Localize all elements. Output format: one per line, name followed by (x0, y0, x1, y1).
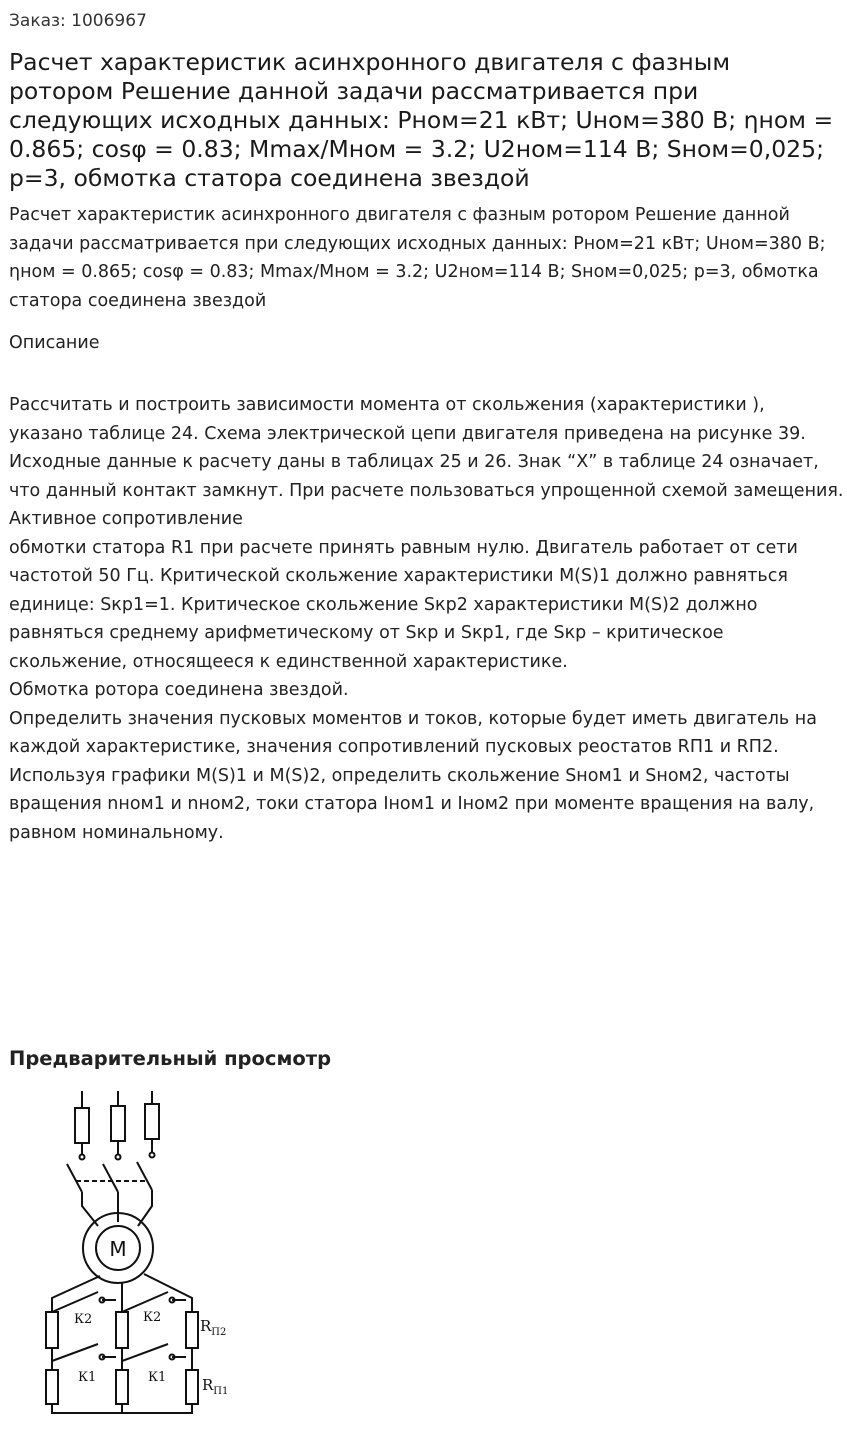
page-subtitle: Расчет характеристик асинхронного двигателя с фазным ротором Решение данной задачи рассматривается при следующих исходных данных: Рном=21 кВт; Uном=380 В; ηном = 0.865; cosφ = 0.83; Mmax/Mном = 3.2; U2ном=114 В; Sном=0,025; p=3, обмотка статора соединена звездой (9, 205, 826, 311)
description-paragraph: Определить значения пусковых моментов и токов, которые будет иметь двигатель на каждой характеристике, значения сопротивлений пусковых реостатов RП1 и RП2. (9, 708, 817, 757)
description-paragraph: Используя графики M(S)1 и M(S)2, определить скольжение Sном1 и Sном2, частоты вращения nном1 и nном2, токи статора Iном1 и Iном2 при моменте вращения на валу, равном номинальному. (9, 765, 815, 843)
fuse-1 (75, 1091, 89, 1160)
circuit-diagram (40, 1086, 240, 1418)
fuse-2 (111, 1091, 125, 1160)
k2-label: К2 (74, 1312, 93, 1327)
k1-label: К1 (78, 1370, 97, 1385)
description-paragraph: обмотки статора R1 при расчете принять равным нулю. Двигатель работает от сети частотой 50 Гц. Критической скольжение характеристики M(S)1 должно равняться единице: Sкр1=1. Критическое скольжение Sкр2 характеристики M(S)2 должно равняться среднему арифметическому от Sкр и Sкр1, где Sкр – критическое скольжение, относящееся к единственной характеристике. (9, 537, 798, 672)
page-title: Расчет характеристик асинхронного двигателя с фазным ротором Решение данной задачи рассматривается при следующих исходных данных: Рном=21 кВт; Uном=380 В; ηном = 0.865; cosφ = 0.83; Mmax/Mном = 3.2; U2ном=114 В; Sном=0,025; p=3, обмотка статора соединена звездой (9, 48, 834, 192)
order-number: Заказ: 1006967 (9, 11, 147, 31)
description-paragraph: Рассчитать и построить зависимости момента от скольжения (характеристики ), указано таблице 24. Схема электрической цепи двигателя приведена на рисунке 39. Исходные данные к расчету даны в таблицах 25 и 26. Знак “Х” в таблице 24 означает, что данный контакт замкнут. При расчете пользоваться упрощенной схемой замещения. Активное сопротивление (9, 395, 844, 529)
preview-heading: Предварительный просмотр (9, 1047, 332, 1070)
description-body (9, 391, 844, 847)
k2-label: К2 (143, 1310, 162, 1325)
k1-label: К1 (148, 1370, 167, 1385)
description-paragraph: Обмотка ротора соединена звездой. (9, 680, 349, 700)
rp2-label: $R_{П2}$ (200, 1317, 227, 1338)
main-switch (67, 1162, 152, 1192)
rp1-label: $R_{П1}$ (202, 1376, 229, 1397)
motor-label: M (109, 1237, 127, 1261)
resistor-rp1 (186, 1370, 198, 1404)
fuse-3 (145, 1091, 159, 1158)
description-heading: Описание (9, 333, 100, 353)
resistor-rp2 (186, 1312, 198, 1348)
